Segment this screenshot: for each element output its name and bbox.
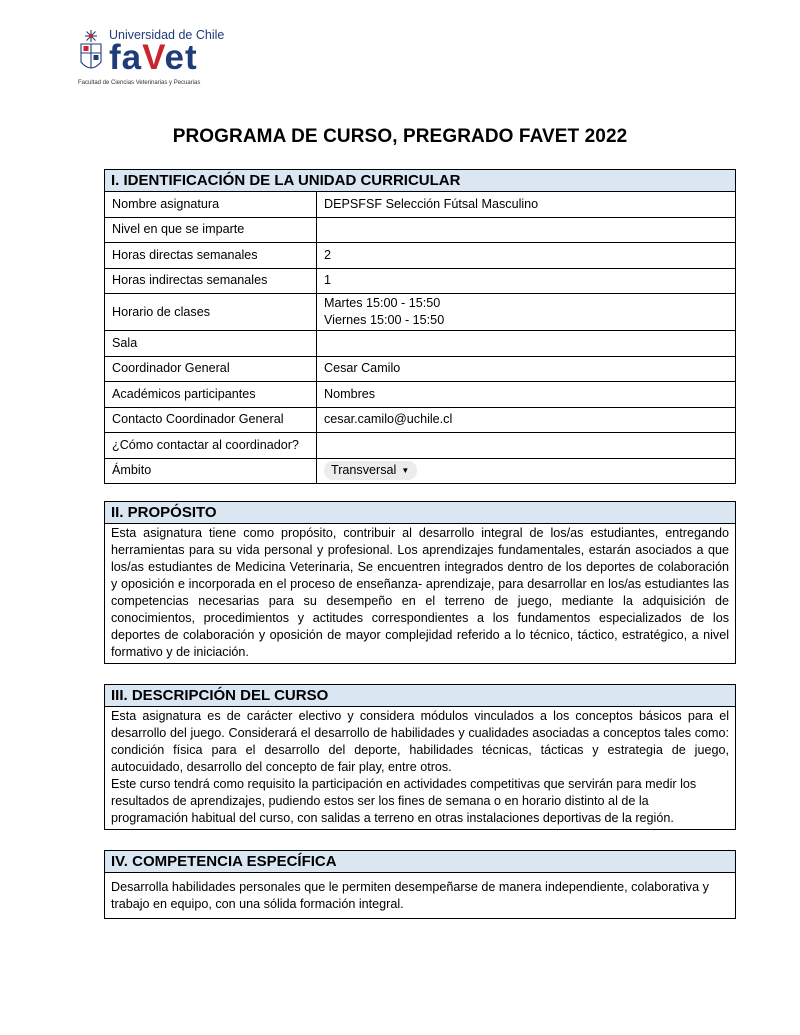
competencia-header: IV. COMPETENCIA ESPECÍFICA: [105, 851, 735, 873]
row-value: [317, 458, 736, 483]
identificacion-table: [105, 191, 735, 483]
faculty-subtitle: Facultad de Ciencias Veterinarias y Pecuarias: [78, 80, 201, 86]
table-row: [105, 192, 735, 218]
proposito-section: [104, 501, 736, 664]
competencia-body: [105, 873, 735, 918]
contact-email[interactable]: cesar.camilo@uchile.cl: [317, 407, 736, 433]
table-row: [105, 356, 735, 382]
row-value: Nombres: [317, 382, 736, 408]
row-value: [317, 294, 736, 331]
row-label: Sala: [105, 331, 317, 357]
ambito-dropdown[interactable]: [324, 461, 417, 480]
schedule-line: Martes 15:00 - 15:50: [324, 296, 441, 310]
descripcion-section: [104, 684, 736, 830]
row-value: Cesar Camilo: [317, 356, 736, 382]
row-value: DEPSFSF Selección Fútsal Masculino: [317, 192, 736, 218]
row-label: Horas indirectas semanales: [105, 268, 317, 294]
table-row: [105, 382, 735, 408]
identificacion-section: [104, 169, 736, 484]
descripcion-header: III. DESCRIPCIÓN DEL CURSO: [105, 685, 735, 707]
row-value: [317, 217, 736, 243]
row-label: Horario de clases: [105, 294, 317, 331]
competencia-section: [104, 850, 736, 919]
identificacion-header: I. IDENTIFICACIÓN DE LA UNIDAD CURRICULAR: [105, 170, 735, 191]
proposito-header: II. PROPÓSITO: [105, 502, 735, 524]
row-label: Coordinador General: [105, 356, 317, 382]
table-row: [105, 294, 735, 331]
descripcion-paragraph: Este curso tendrá como requisito la participación en actividades competitivas que servirán para medir los resultados de aprendizajes, pudiendo estos ser los fines de semana o en horario distinto al de la programación habitual del curso, con salidas a terreno en otras instalaciones deportivas de la región.: [111, 777, 697, 825]
row-label: Ámbito: [105, 458, 317, 483]
row-value: 1: [317, 268, 736, 294]
page-title: PROGRAMA DE CURSO, PREGRADO FAVET 2022: [172, 126, 628, 147]
ambito-selected-value: Transversal: [331, 463, 397, 478]
row-label: Nivel en que se imparte: [105, 217, 317, 243]
proposito-body: [105, 524, 735, 663]
table-row: [105, 243, 735, 269]
row-label: Contacto Coordinador General: [105, 407, 317, 433]
descripcion-body: [105, 707, 735, 829]
row-label: ¿Cómo contactar al coordinador?: [105, 433, 317, 459]
descripcion-paragraph: Esta asignatura es de carácter electivo y considera módulos vinculados a los conceptos básicos para el desarrollo del juego. Considerará el desarrollo de habilidades y cualidades asociadas a conceptos tales como: condición física para el desarrollo del deporte, habilidades técnicas, tácticas y estrategia de juego, autocuidado, desarrollo del concepto de fair play, entre otros.: [111, 709, 729, 774]
competencia-text: Desarrolla habilidades personales que le permiten desempeñarse de manera independiente, colaborativa y trabajo en equipo, con una sólida formación integral.: [111, 880, 709, 911]
row-value: [317, 433, 736, 459]
table-row: [105, 268, 735, 294]
table-row: [105, 433, 735, 459]
row-label: Horas directas semanales: [105, 243, 317, 269]
table-row: [105, 331, 735, 357]
brand-wordmark: faVet: [109, 38, 198, 77]
table-row: [105, 217, 735, 243]
table-row: [105, 407, 735, 433]
table-row: [105, 458, 735, 483]
row-label: Académicos participantes: [105, 382, 317, 408]
university-name: Universidad de Chile: [109, 28, 225, 42]
row-label: Nombre asignatura: [105, 192, 317, 218]
chevron-down-icon: ▼: [401, 466, 410, 476]
row-value: [317, 331, 736, 357]
proposito-text: Esta asignatura tiene como propósito, contribuir al desarrollo integral de los/as estudiantes, entregando herramientas para su vida personal y profesional. Los aprendizajes fundamentales, estarán asociados a que los/as estudiantes de Medicina Veterinaria, Se encuentren integrados dentro de los deportes de colaboración y oposición e incorporada en el proceso de enseñanza- aprendizaje, para desarrollar en los/as estudiantes las competencias necesarias para su desempeño en el terreno de juego, mediante la adquisición de conocimientos, procedimientos y actitudes correspondientes a los fundamentos especializados de los deportes de colaboración y oposición de mayor complejidad referido a lo técnico, táctico, estratégico, a nivel formativo y de iniciación.: [111, 526, 729, 659]
favet-logo: [75, 28, 275, 88]
schedule-line: Viernes 15:00 - 15:50: [324, 313, 445, 327]
row-value: 2: [317, 243, 736, 269]
university-emblem-icon: [75, 28, 107, 80]
